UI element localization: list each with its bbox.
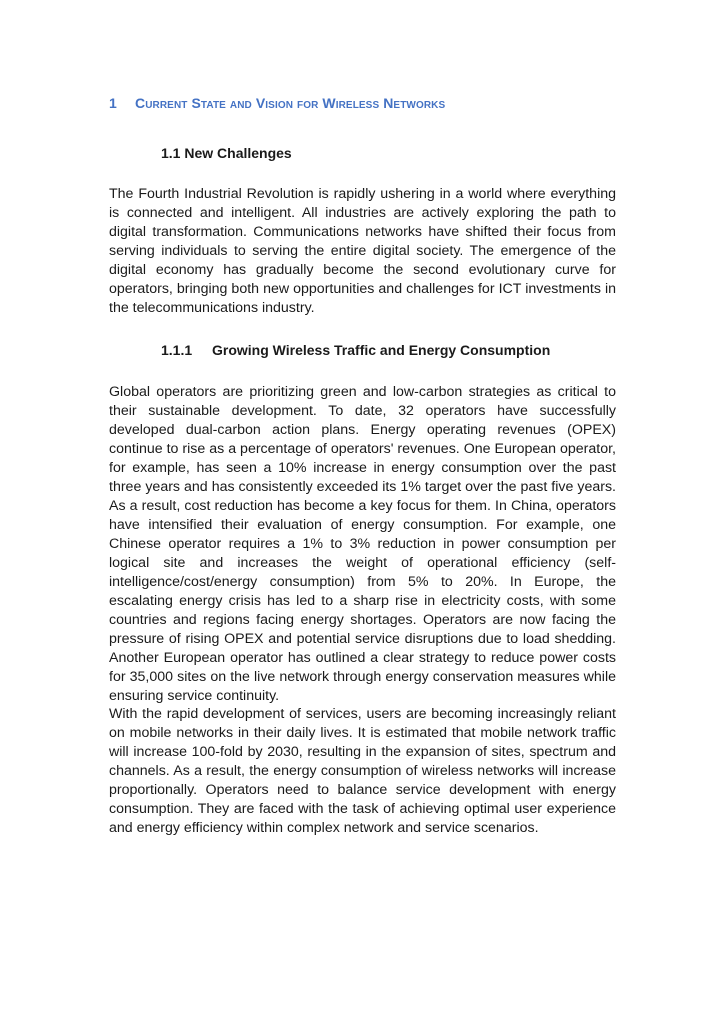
- subsection-number: 1.1.1: [161, 342, 193, 358]
- chapter-heading: [109, 95, 629, 111]
- paragraph: The Fourth Industrial Revolution is rapidly ushering in a world where everything is connected and intelligent. All industries are actively exploring the path to digital transformation. Communications networks have shifted their focus from serving individuals to serving the entire digital society. The emergence of the digital economy has gradually become the second evolutionary curve for operators, bringing both new opportunities and challenges for ICT investments in the telecommunications industry.: [109, 186, 616, 316]
- paragraph: With the rapid development of services, users are becoming increasingly reliant on mobile networks in their daily lives. It is estimated that mobile network traffic will increase 100-fold by 2030, resulting in the expansion of sites, spectrum and channels. As a result, the energy consumption of wireless networks will increase proportionally. Operators need to balance service development with energy consumption. They are faced with the task of achieving optimal user experience and energy efficiency within complex network and service scenarios.: [109, 706, 616, 836]
- chapter-number: 1: [109, 95, 117, 111]
- subsection-heading: [161, 342, 550, 358]
- paragraph: Global operators are prioritizing green and low-carbon strategies as critical to their sustainable development. To date, 32 operators have successfully developed dual-carbon action plans. Energy operating revenues (OPEX) continue to rise as a percentage of operators' revenues. One European operator, for example, has seen a 10% increase in energy consumption over the past three years and has consistently exceeded its 1% target over the past five years. As a result, cost reduction has become a key focus for them. In China, operators have intensified their evaluation of energy consumption. For example, one Chinese operator requires a 1% to 3% reduction in power consumption per logical site and increases the weight of operational efficiency (self-intelligence/cost/energy consumption) from 5% to 20%. In Europe, the escalating energy crisis has led to a sharp rise in electricity costs, with some countries and regions facing energy shortages. Operators are now facing the pressure of rising OPEX and potential service disruptions due to load shedding. Another European operator has outlined a clear strategy to reduce power costs for 35,000 sites on the live network through energy conservation measures while ensuring service continuity.: [109, 384, 616, 704]
- chapter-title: Current State and Vision for Wireless Networks: [135, 95, 446, 111]
- section-heading: 1.1 New Challenges: [161, 145, 292, 161]
- subsection-title: Growing Wireless Traffic and Energy Consumption: [212, 342, 551, 358]
